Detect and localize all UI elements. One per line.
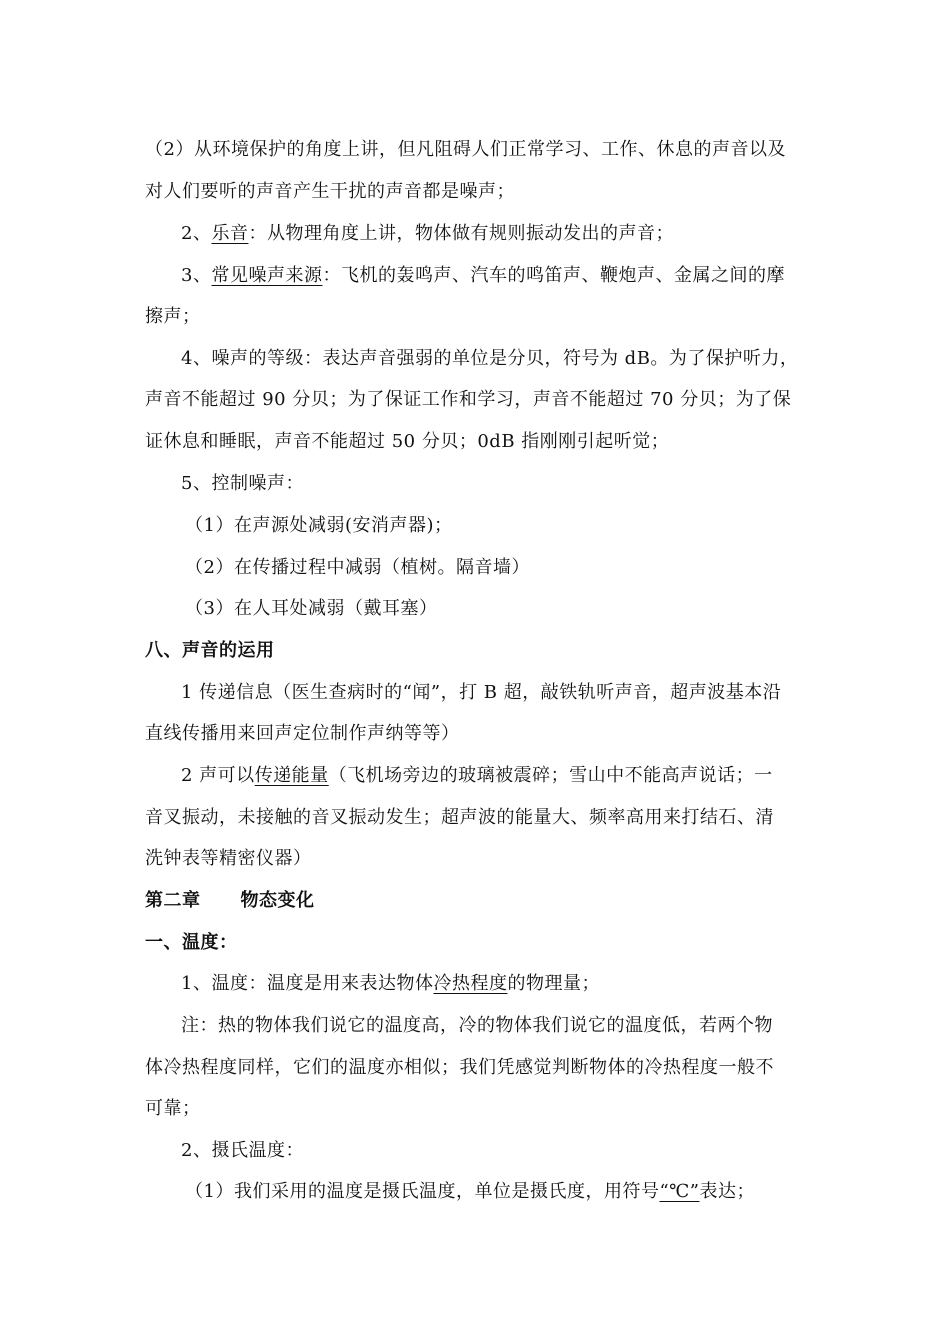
item-text: 的物理量； (507, 973, 600, 994)
list-item: （1）在声源处减弱(安消声器)； (185, 515, 453, 536)
paragraph-line: 证休息和睡眠，声音不能超过 50 分贝；0dB 指刚刚引起听觉； (145, 431, 670, 452)
paragraph-line: 1 传递信息（医生查病时的“闻”，打 B 超，敲铁轨听声音，超声波基本沿 (181, 682, 782, 703)
paragraph-line: 5、控制噪声： (181, 473, 304, 494)
term-transfer-energy: 传递能量 (254, 765, 329, 786)
paragraph-line: 直线传播用来回声定位制作声纳等等） (145, 723, 460, 744)
term-music-sound: 乐音 (211, 223, 249, 244)
paragraph-line: 对人们要听的声音产生干扰的声音都是噪声； (145, 181, 515, 202)
list-item: （3）在人耳处减弱（戴耳塞） (185, 598, 438, 619)
paragraph-line: 擦声； (145, 306, 201, 327)
item-text: 表达； (699, 1181, 755, 1202)
item-text: 1、温度：温度是用来表达物体 (181, 973, 434, 994)
item-temperature (181, 972, 861, 996)
item-text: ：从物理角度上讲，物体做有规则振动发出的声音； (248, 223, 674, 244)
item-energy (181, 764, 861, 788)
paragraph-line: 体冷热程度同样，它们的温度亦相似；我们凭感觉判断物体的冷热程度一般不 (145, 1057, 774, 1078)
item-number: 2、 (181, 223, 212, 244)
paragraph-line: 2、摄氏温度： (181, 1140, 304, 1161)
item-text: 2 声可以 (181, 765, 255, 786)
paragraph-line: 音叉振动，未接触的音叉振动发生；超声波的能量大、频率高用来打结石、清 (145, 807, 774, 828)
item-number: 3、 (181, 265, 212, 286)
paragraph-line: 声音不能超过 90 分贝；为了保证工作和学习，声音不能超过 70 分贝；为了保 (145, 389, 792, 410)
chapter-heading (145, 889, 825, 913)
section-heading: 一、温度： (145, 932, 238, 953)
note-line: 注：热的物体我们说它的温度高，冷的物体我们说它的温度低，若两个物 (181, 1015, 773, 1036)
term-celsius-symbol: “℃” (659, 1181, 700, 1202)
paragraph-line: （2）从环境保护的角度上讲，但凡阻碍人们正常学习、工作、休息的声音以及 (145, 139, 786, 160)
item-text: ：飞机的轰鸣声、汽车的鸣笛声、鞭炮声、金属之间的摩 (322, 265, 785, 286)
section-heading: 八、声音的运用 (145, 640, 275, 661)
term-hot-cold-degree: 冷热程度 (433, 973, 508, 994)
paragraph-line: 可靠； (145, 1098, 201, 1119)
item-text: （飞机场旁边的玻璃被震碎；雪山中不能高声说话；一 (328, 765, 773, 786)
item-celsius (185, 1180, 865, 1204)
chapter-number: 第二章 (145, 890, 201, 911)
term-noise-sources: 常见噪声来源 (211, 265, 323, 286)
item-text: （1）我们采用的温度是摄氏温度，单位是摄氏度，用符号 (185, 1181, 660, 1202)
item-noise-sources (181, 264, 861, 288)
chapter-title: 物态变化 (240, 890, 315, 911)
item-music-sound (181, 222, 861, 246)
paragraph-line: 4、噪声的等级：表达声音强弱的单位是分贝，符号为 dB。为了保护听力， (181, 348, 799, 369)
list-item: （2）在传播过程中减弱（植树。隔音墙） (185, 557, 530, 578)
paragraph-line: 洗钟表等精密仪器） (145, 848, 312, 869)
